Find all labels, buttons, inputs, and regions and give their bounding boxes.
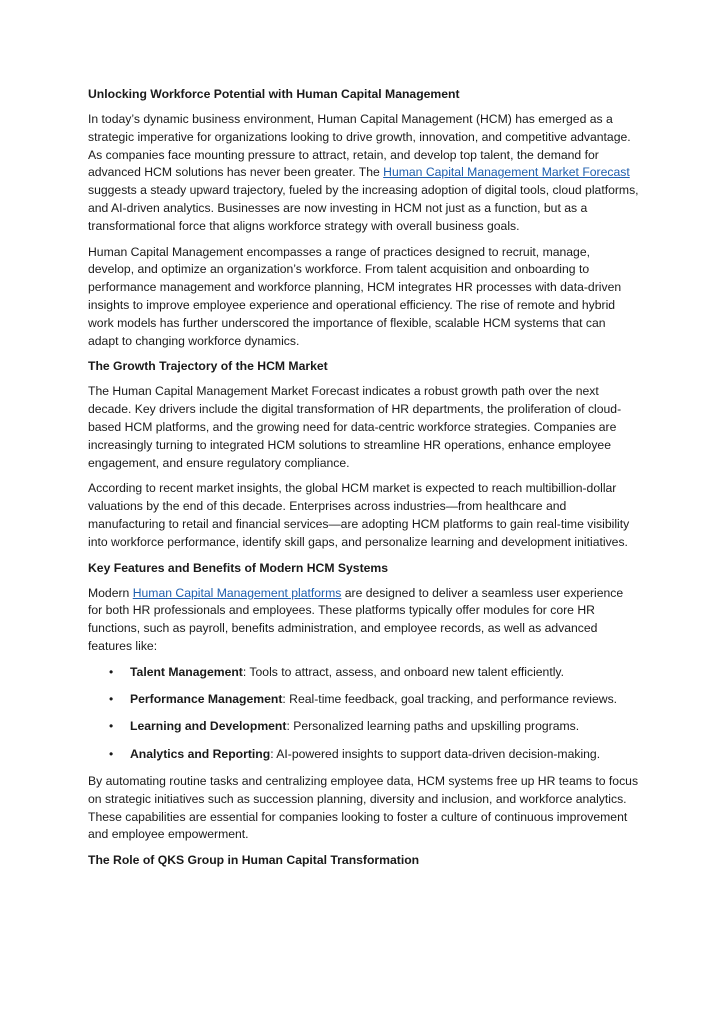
features-list (88, 664, 639, 764)
list-item-term: Performance Management (130, 692, 283, 707)
list-item (88, 691, 639, 709)
document-title: Unlocking Workforce Potential with Human Capital Management (88, 87, 460, 101)
features-text-before: Modern (88, 585, 133, 600)
intro-text-after: suggests a steady upward trajectory, fueled by the increasing adoption of digital tools, cloud platforms, and AI-driven analytics. Businesses are now investing in HCM not just as a function, but as a transformational force that aligns workforce strategy with overall business goals. (88, 183, 639, 233)
list-item-desc: : Personalized learning paths and upskilling programs. (286, 719, 580, 734)
list-item-desc: : Real-time feedback, goal tracking, and performance reviews. (282, 692, 618, 707)
list-item (88, 718, 639, 736)
list-item-desc: : AI-powered insights to support data-driven decision-making. (270, 746, 601, 761)
hcm-overview-paragraph: Human Capital Management encompasses a range of practices designed to recruit, manage, develop, and optimize an organization’s workforce. From talent acquisition and onboarding to performance management and workforce planning, HCM integrates HR processes with data-driven insights to improve employee experience and operational efficiency. The rise of remote and hybrid work models has further underscored the importance of flexible, scalable HCM systems that can adapt to changing workforce dynamics. (88, 244, 622, 348)
bullet-icon: • (109, 746, 114, 761)
list-item (88, 746, 639, 764)
market-insights-paragraph: According to recent market insights, the global HCM market is expected to reach multibillion-dollar valuations by the end of this decade. Enterprises across industries—from healthcare and manufacturing to retail and financial services—are adopting HCM platforms to gain real-time visibility into workforce performance, identify skill gaps, and personalize learning and development initiatives. (88, 481, 630, 549)
intro-paragraph (88, 111, 639, 236)
qks-heading: The Role of QKS Group in Human Capital Transformation (88, 853, 420, 868)
bullet-icon: • (109, 692, 114, 707)
growth-paragraph: The Human Capital Management Market Forecast indicates a robust growth path over the next decade. Key drivers include the digital transformation of HR departments, the proliferation of cloud-based HCM platforms, and the growing need for data-centric workforce strategies. Companies are increasingly turning to integrated HCM solutions to streamline HR operations, enhance employee engagement, and ensure regulatory compliance. (88, 384, 622, 470)
list-item-desc: : Tools to attract, assess, and onboard new talent efficiently. (242, 664, 564, 679)
list-item-term: Talent Management (130, 664, 243, 679)
list-item-term: Learning and Development (130, 719, 287, 734)
bullet-icon: • (109, 719, 114, 734)
hcm-platforms-link[interactable]: Human Capital Management platforms (132, 585, 342, 600)
list-item-term: Analytics and Reporting (130, 746, 271, 761)
features-paragraph (88, 585, 639, 656)
intro-text-before: In today’s dynamic business environment, Human Capital Management (HCM) has emerged as a strategic imperative for organizations looking to drive growth, innovation, and competitive advantage. As companies face mounting pressure to attract, retain, and develop top talent, the demand for advanced HCM solutions has never been greater. The (88, 112, 631, 180)
growth-heading: The Growth Trajectory of the HCM Market (88, 359, 328, 374)
automation-paragraph: By automating routine tasks and centralizing employee data, HCM systems free up HR teams to focus on strategic initiatives such as succession planning, diversity and inclusion, and workforce analytics. These capabilities are essential for companies looking to foster a culture of continuous improvement and employee empowerment. (88, 773, 639, 842)
features-heading: Key Features and Benefits of Modern HCM Systems (88, 560, 389, 575)
market-forecast-link[interactable]: Human Capital Management Market Forecast (383, 165, 630, 180)
features-text-after: are designed to deliver a seamless user experience for both HR professionals and employees. These platforms typically offer modules for core HR functions, such as payroll, benefits administration, and employee records, as well as advanced features like: (88, 585, 624, 653)
list-item (88, 664, 639, 682)
bullet-icon: • (109, 664, 114, 679)
